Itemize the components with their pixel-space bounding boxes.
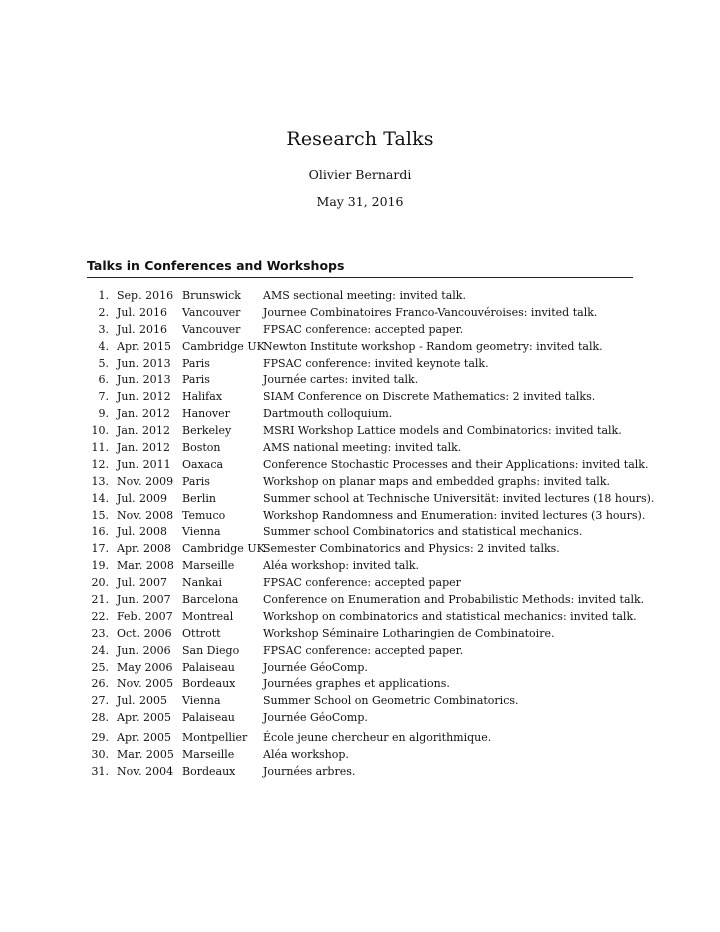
talk-date: Jun. 2012: [117, 390, 171, 404]
talk-city: Cambridge UK: [182, 542, 265, 556]
talk-city: Palaiseau: [182, 660, 235, 674]
talk-city: Cambridge UK: [182, 339, 265, 353]
talk-event: Journées arbres.: [263, 765, 356, 779]
talk-event: Conference Stochastic Processes and their Applications: invited talk.: [263, 457, 649, 471]
talk-event: Workshop on planar maps and embedded graphs: invited talk.: [263, 474, 610, 488]
talk-date: Feb. 2007: [117, 609, 173, 623]
talk-date: Jan. 2012: [117, 424, 171, 438]
talk-event: FPSAC conference: accepted paper.: [263, 643, 464, 657]
section-heading: Talks in Conferences and Workshops: [87, 258, 345, 273]
talk-row: [0, 322, 720, 339]
talk-row: [0, 288, 720, 305]
document-date: May 31, 2016: [316, 194, 404, 209]
talk-event: FPSAC conference: accepted paper.: [263, 322, 464, 336]
talk-row: [0, 747, 720, 764]
talk-date: Apr. 2008: [117, 542, 172, 556]
talk-date: Jul. 2009: [117, 491, 167, 505]
talk-city: Oaxaca: [182, 457, 224, 471]
talk-number: 3.: [98, 322, 109, 336]
talk-row: [0, 609, 720, 626]
talk-row: [0, 440, 720, 457]
talk-event: Journée GéoComp.: [263, 660, 368, 674]
talk-row: [0, 423, 720, 440]
talk-row: [0, 626, 720, 643]
talk-date: Jun. 2013: [117, 373, 171, 387]
talk-number: 15.: [91, 508, 109, 522]
talk-number: 21.: [91, 593, 109, 607]
talk-city: Vienna: [182, 694, 221, 708]
talk-row: [0, 764, 720, 781]
talk-date: Jul. 2008: [117, 525, 167, 539]
talk-date: Jul. 2016: [117, 322, 167, 336]
talk-number: 27.: [91, 694, 109, 708]
talk-event: Journées graphes et applications.: [263, 677, 450, 691]
talk-event: Semester Combinatorics and Physics: 2 invited talks.: [263, 542, 560, 556]
talk-number: 20.: [91, 576, 109, 590]
talk-date: Jul. 2016: [117, 305, 167, 319]
talk-city: Hanover: [182, 407, 230, 421]
talk-event: Summer School on Geometric Combinatorics.: [263, 694, 519, 708]
talk-event: Journée GéoComp.: [263, 711, 368, 725]
talk-date: Jun. 2006: [117, 643, 171, 657]
talk-row: [0, 710, 720, 727]
talk-row: [0, 524, 720, 541]
talk-date: Apr. 2015: [117, 339, 172, 353]
talk-event: FPSAC conference: invited keynote talk.: [263, 356, 489, 370]
talk-city: Montreal: [182, 609, 234, 623]
document-title: Research Talks: [286, 128, 434, 150]
talk-city: Vancouver: [182, 322, 241, 336]
talk-event: SIAM Conference on Discrete Mathematics: 2 invited talks.: [263, 390, 596, 404]
talk-number: 26.: [91, 677, 109, 691]
talk-date: Nov. 2008: [117, 508, 174, 522]
talk-event: Summer school at Technische Universität: invited lectures (18 hours).: [263, 491, 655, 505]
talk-row: [0, 406, 720, 423]
talk-number: 17.: [91, 542, 109, 556]
talk-date: Nov. 2004: [117, 765, 174, 779]
talk-city: Nankai: [182, 576, 223, 590]
talk-event: Workshop Randomness and Enumeration: invited lectures (3 hours).: [263, 508, 646, 522]
talk-date: May 2006: [117, 660, 173, 674]
talk-number: 9.: [98, 407, 109, 421]
talk-city: Montpellier: [182, 731, 248, 745]
talk-number: 2.: [98, 305, 109, 319]
talk-row: [0, 660, 720, 677]
talk-date: Jun. 2011: [117, 457, 171, 471]
talk-number: 24.: [91, 643, 109, 657]
talk-date: Jun. 2007: [117, 593, 171, 607]
talk-row: [0, 372, 720, 389]
talk-row: [0, 541, 720, 558]
talk-number: 13.: [91, 474, 109, 488]
talk-date: Jul. 2005: [117, 694, 167, 708]
talk-date: Jan. 2012: [117, 441, 171, 455]
talk-row: [0, 356, 720, 373]
section-rule: [87, 277, 633, 278]
talk-date: Jul. 2007: [117, 576, 167, 590]
talk-row: [0, 339, 720, 356]
talk-event: AMS national meeting: invited talk.: [263, 441, 462, 455]
talk-number: 14.: [91, 491, 109, 505]
talk-number: 5.: [98, 356, 109, 370]
talk-row: [0, 643, 720, 660]
talk-row: [0, 592, 720, 609]
talk-date: Apr. 2005: [117, 711, 172, 725]
talks-list: [0, 288, 720, 781]
talk-event: Newton Institute workshop - Random geometry: invited talk.: [263, 339, 603, 353]
talk-number: 12.: [91, 457, 109, 471]
talk-event: Summer school Combinatorics and statistical mechanics.: [263, 525, 583, 539]
talk-city: Paris: [182, 474, 210, 488]
talk-event: Journée cartes: invited talk.: [263, 373, 419, 387]
talk-date: Jun. 2013: [117, 356, 171, 370]
talk-number: 28.: [91, 711, 109, 725]
talk-row: [0, 727, 720, 747]
talk-number: 4.: [98, 339, 109, 353]
talk-city: Ottrott: [182, 626, 221, 640]
talk-city: Berlin: [182, 491, 216, 505]
talk-city: Paris: [182, 373, 210, 387]
talk-city: Berkeley: [182, 424, 232, 438]
talk-city: San Diego: [182, 643, 240, 657]
talk-city: Marseille: [182, 559, 235, 573]
talk-row: [0, 558, 720, 575]
talk-row: [0, 389, 720, 406]
talk-number: 29.: [91, 731, 109, 745]
talk-event: Aléa workshop: invited talk.: [263, 559, 420, 573]
talk-row: [0, 693, 720, 710]
talk-event: Workshop Séminaire Lotharingien de Combinatoire.: [263, 626, 555, 640]
talk-city: Marseille: [182, 748, 235, 762]
talk-event: MSRI Workshop Lattice models and Combinatorics: invited talk.: [263, 424, 622, 438]
talk-number: 6.: [98, 373, 109, 387]
talk-city: Temuco: [182, 508, 226, 522]
talk-event: FPSAC conference: accepted paper: [263, 576, 461, 590]
talk-city: Boston: [182, 441, 221, 455]
talk-event: Workshop on combinatorics and statistical mechanics: invited talk.: [263, 609, 637, 623]
talk-row: [0, 457, 720, 474]
talk-event: Conference on Enumeration and Probabilistic Methods: invited talk.: [263, 593, 645, 607]
talk-city: Barcelona: [182, 593, 239, 607]
talk-row: [0, 474, 720, 491]
talk-city: Palaiseau: [182, 711, 235, 725]
author-name: Olivier Bernardi: [308, 167, 412, 182]
talk-date: Nov. 2009: [117, 474, 174, 488]
talk-city: Bordeaux: [182, 765, 236, 779]
talk-date: Nov. 2005: [117, 677, 174, 691]
talk-row: [0, 676, 720, 693]
talk-number: 22.: [91, 609, 109, 623]
talk-number: 16.: [91, 525, 109, 539]
talk-row: [0, 575, 720, 592]
talk-event: Dartmouth colloquium.: [263, 407, 393, 421]
talk-date: Sep. 2016: [117, 289, 174, 302]
talk-city: Paris: [182, 356, 210, 370]
talk-number: 31.: [91, 765, 109, 779]
talk-city: Vancouver: [182, 305, 241, 319]
talk-number: 25.: [91, 660, 109, 674]
talk-event: AMS sectional meeting: invited talk.: [263, 289, 466, 302]
talk-number: 10.: [91, 424, 109, 438]
talk-city: Brunswick: [182, 289, 241, 302]
talk-event: Journee Combinatoires Franco-Vancouvéroises: invited talk.: [263, 305, 598, 319]
talk-number: 11.: [91, 441, 109, 455]
talk-number: 23.: [91, 626, 109, 640]
talk-city: Halifax: [182, 390, 223, 404]
talk-date: Mar. 2008: [117, 559, 174, 573]
talk-number: 19.: [91, 559, 109, 573]
talk-date: Jan. 2012: [117, 407, 171, 421]
talk-city: Bordeaux: [182, 677, 236, 691]
talk-number: 7.: [98, 390, 109, 404]
talk-row: [0, 508, 720, 525]
talk-row: [0, 491, 720, 508]
talk-event: Aléa workshop.: [263, 748, 349, 762]
talk-row: [0, 305, 720, 322]
talk-date: Oct. 2006: [117, 626, 172, 640]
talk-date: Apr. 2005: [117, 731, 172, 745]
talk-event: École jeune chercheur en algorithmique.: [263, 731, 492, 745]
talk-number: 30.: [91, 748, 109, 762]
talk-number: 1.: [98, 289, 109, 302]
talk-city: Vienna: [182, 525, 221, 539]
talk-date: Mar. 2005: [117, 748, 174, 762]
